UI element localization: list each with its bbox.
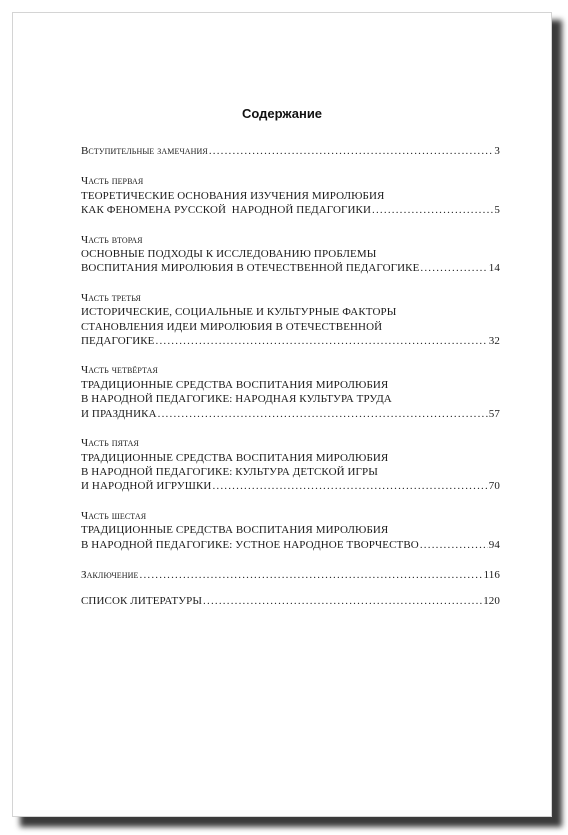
part-title-line: ИСТОРИЧЕСКИЕ, СОЦИАЛЬНЫЕ И КУЛЬТУРНЫЕ ФАКТОРЫ [81,306,397,319]
toc-entry-line [81,568,500,582]
dot-leader [372,203,493,217]
toc-entry-line [81,203,500,217]
table-of-contents [81,144,500,609]
part-title-line: СТАНОВЛЕНИЯ ИДЕИ МИРОЛЮБИЯ В ОТЕЧЕСТВЕННОЙ [81,320,383,333]
toc-entry-title: Заключение [81,568,139,581]
dot-leader [209,144,494,158]
toc-entry-bibliography [81,594,500,608]
toc-entry-introduction [81,144,500,158]
document-page [12,12,552,817]
part-title-line: И НАРОДНОЙ ИГРУШКИ [81,480,212,493]
dot-leader [203,594,482,608]
part-title-line: ТРАДИЦИОННЫЕ СРЕДСТВА ВОСПИТАНИЯ МИРОЛЮБИЯ [81,524,389,537]
part-title-line: И ПРАЗДНИКА [81,407,157,420]
part-title-line: В НАРОДНОЙ ПЕДАГОГИКЕ: НАРОДНАЯ КУЛЬТУРА ТРУДА [81,393,392,406]
part-label: Часть первая [81,175,144,188]
toc-entry-conclusion [81,568,500,582]
toc-entry-line [81,594,500,608]
dot-leader [140,568,483,582]
page-number: 32 [488,335,500,348]
toc-entry-part-1 [81,174,500,217]
part-label: Часть пятая [81,437,139,450]
part-title-line: ОСНОВНЫЕ ПОДХОДЫ К ИССЛЕДОВАНИЮ ПРОБЛЕМЫ [81,248,377,261]
dot-leader [420,538,488,552]
toc-entry-title: СПИСОК ЛИТЕРАТУРЫ [81,595,203,608]
page-number: 57 [488,407,500,420]
part-title-line: В НАРОДНОЙ ПЕДАГОГИКЕ: УСТНОЕ НАРОДНОЕ ТВОРЧЕСТВО [81,538,419,551]
page-number: 5 [494,204,500,217]
toc-entry-part-3 [81,291,500,349]
toc-entry-line [81,538,500,552]
page-number: 120 [483,595,500,608]
part-title-line: ТЕОРЕТИЧЕСКИЕ ОСНОВАНИЯ ИЗУЧЕНИЯ МИРОЛЮБИЯ [81,189,385,202]
part-title-line: В НАРОДНОЙ ПЕДАГОГИКЕ: КУЛЬТУРА ДЕТСКОЙ ИГРЫ [81,465,378,478]
toc-entry-part-4 [81,363,500,421]
part-label: Часть четвёртая [81,364,158,377]
toc-entry-part-6 [81,509,500,552]
toc-entry-line [81,407,500,421]
toc-entry-line [81,261,500,275]
part-label: Часть третья [81,291,141,304]
dot-leader [158,407,488,421]
toc-entry-part-5 [81,436,500,494]
page-number: 3 [494,145,500,157]
page-number: 94 [488,538,500,551]
part-title-line: КАК ФЕНОМЕНА РУССКОЙ НАРОДНОЙ ПЕДАГОГИКИ [81,204,372,217]
part-title-line: ПЕДАГОГИКЕ [81,335,155,348]
toc-entry-line [81,479,500,493]
dot-leader [156,334,488,348]
part-label: Часть вторая [81,233,143,246]
toc-entry-line [81,144,500,158]
dot-leader [420,261,487,275]
toc-entry-line [81,334,500,348]
part-label: Часть шестая [81,509,147,522]
page-number: 14 [488,262,500,275]
part-title-line: ВОСПИТАНИЯ МИРОЛЮБИЯ В ОТЕЧЕСТВЕННОЙ ПЕДАГОГИКЕ [81,262,420,275]
page-title: Содержание [241,106,323,121]
dot-leader [212,479,487,493]
toc-entry-title: Вступительные замечания [81,145,208,157]
toc-entry-part-2 [81,233,500,276]
part-title-line: ТРАДИЦИОННЫЕ СРЕДСТВА ВОСПИТАНИЯ МИРОЛЮБИЯ [81,378,389,391]
page-number: 116 [483,568,500,581]
part-title-line: ТРАДИЦИОННЫЕ СРЕДСТВА ВОСПИТАНИЯ МИРОЛЮБИЯ [81,451,389,464]
page-number: 70 [488,480,500,493]
